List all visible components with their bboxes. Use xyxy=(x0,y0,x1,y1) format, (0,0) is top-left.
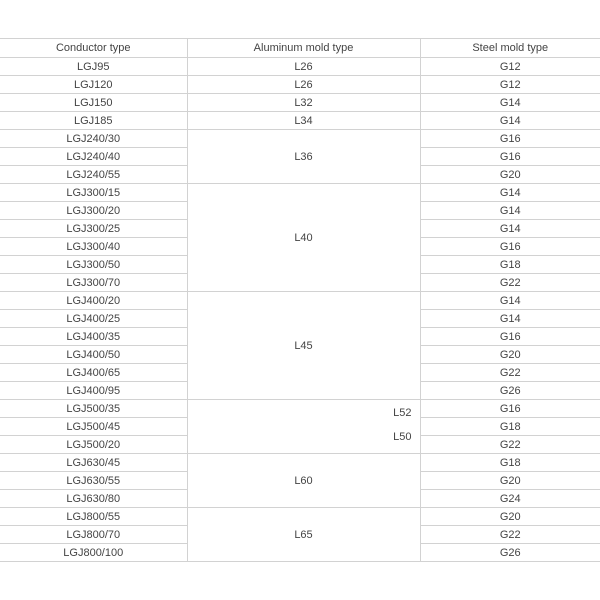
aluminum-merged-cell: L60 xyxy=(187,454,420,508)
steel-cell: G14 xyxy=(420,112,600,130)
aluminum-merged-cell: L36 xyxy=(187,130,420,184)
conductor-cell: LGJ800/100 xyxy=(0,544,187,562)
table-row xyxy=(0,130,600,148)
table-row xyxy=(0,112,600,130)
steel-cell: G26 xyxy=(420,382,600,400)
conductor-cell: LGJ300/40 xyxy=(0,238,187,256)
table-row xyxy=(0,508,600,526)
conductor-cell: LGJ400/25 xyxy=(0,310,187,328)
steel-cell: G20 xyxy=(420,346,600,364)
steel-cell: G20 xyxy=(420,166,600,184)
steel-cell: G16 xyxy=(420,148,600,166)
table-row xyxy=(0,454,600,472)
conductor-cell: LGJ400/20 xyxy=(0,292,187,310)
conductor-cell: LGJ300/20 xyxy=(0,202,187,220)
conductor-cell: LGJ240/40 xyxy=(0,148,187,166)
header-conductor-type: Conductor type xyxy=(0,39,187,58)
steel-cell: G18 xyxy=(420,256,600,274)
conductor-cell: LGJ300/25 xyxy=(0,220,187,238)
aluminum-merged-cell: L45 xyxy=(187,292,420,400)
steel-cell: G18 xyxy=(420,454,600,472)
aluminum-split-cell xyxy=(187,400,420,454)
table-row xyxy=(0,58,600,76)
conductor-cell: LGJ300/70 xyxy=(0,274,187,292)
conductor-cell: LGJ500/45 xyxy=(0,418,187,436)
steel-cell: G20 xyxy=(420,472,600,490)
header-row xyxy=(0,39,600,58)
conductor-cell: LGJ400/65 xyxy=(0,364,187,382)
conductor-cell: LGJ400/50 xyxy=(0,346,187,364)
mold-type-table-wrapper xyxy=(0,38,600,562)
steel-cell: G16 xyxy=(420,130,600,148)
table-row xyxy=(0,292,600,310)
aluminum-cell: L34 xyxy=(187,112,420,130)
conductor-cell: LGJ630/55 xyxy=(0,472,187,490)
steel-cell: G22 xyxy=(420,526,600,544)
steel-cell: G24 xyxy=(420,490,600,508)
conductor-cell: LGJ500/20 xyxy=(0,436,187,454)
steel-cell: G22 xyxy=(420,436,600,454)
header-steel-mold-type: Steel mold type xyxy=(420,39,600,58)
mold-type-table xyxy=(0,38,600,562)
steel-cell: G14 xyxy=(420,202,600,220)
steel-cell: G16 xyxy=(420,328,600,346)
conductor-cell: LGJ240/55 xyxy=(0,166,187,184)
conductor-cell: LGJ300/50 xyxy=(0,256,187,274)
steel-cell: G22 xyxy=(420,274,600,292)
conductor-cell: LGJ630/45 xyxy=(0,454,187,472)
aluminum-merged-cell: L65 xyxy=(187,508,420,562)
steel-cell: G26 xyxy=(420,544,600,562)
aluminum-value-upper: L52 xyxy=(393,407,412,419)
conductor-cell: LGJ300/15 xyxy=(0,184,187,202)
header-aluminum-mold-type: Aluminum mold type xyxy=(187,39,420,58)
conductor-cell: LGJ185 xyxy=(0,112,187,130)
conductor-cell: LGJ800/55 xyxy=(0,508,187,526)
steel-cell: G22 xyxy=(420,364,600,382)
conductor-cell: LGJ800/70 xyxy=(0,526,187,544)
table-row xyxy=(0,76,600,94)
table-row xyxy=(0,400,600,418)
steel-cell: G14 xyxy=(420,220,600,238)
steel-cell: G14 xyxy=(420,184,600,202)
conductor-cell: LGJ120 xyxy=(0,76,187,94)
conductor-cell: LGJ150 xyxy=(0,94,187,112)
conductor-cell: LGJ95 xyxy=(0,58,187,76)
aluminum-cell: L26 xyxy=(187,58,420,76)
steel-cell: G20 xyxy=(420,508,600,526)
steel-cell: G16 xyxy=(420,238,600,256)
steel-cell: G14 xyxy=(420,94,600,112)
conductor-cell: LGJ500/35 xyxy=(0,400,187,418)
aluminum-merged-cell: L40 xyxy=(187,184,420,292)
aluminum-value-lower: L50 xyxy=(393,431,412,443)
table-row xyxy=(0,184,600,202)
table-row xyxy=(0,94,600,112)
steel-cell: G14 xyxy=(420,292,600,310)
conductor-cell: LGJ630/80 xyxy=(0,490,187,508)
aluminum-cell: L26 xyxy=(187,76,420,94)
aluminum-cell: L32 xyxy=(187,94,420,112)
steel-cell: G12 xyxy=(420,76,600,94)
steel-cell: G14 xyxy=(420,310,600,328)
steel-cell: G12 xyxy=(420,58,600,76)
conductor-cell: LGJ240/30 xyxy=(0,130,187,148)
steel-cell: G18 xyxy=(420,418,600,436)
conductor-cell: LGJ400/95 xyxy=(0,382,187,400)
steel-cell: G16 xyxy=(420,400,600,418)
conductor-cell: LGJ400/35 xyxy=(0,328,187,346)
